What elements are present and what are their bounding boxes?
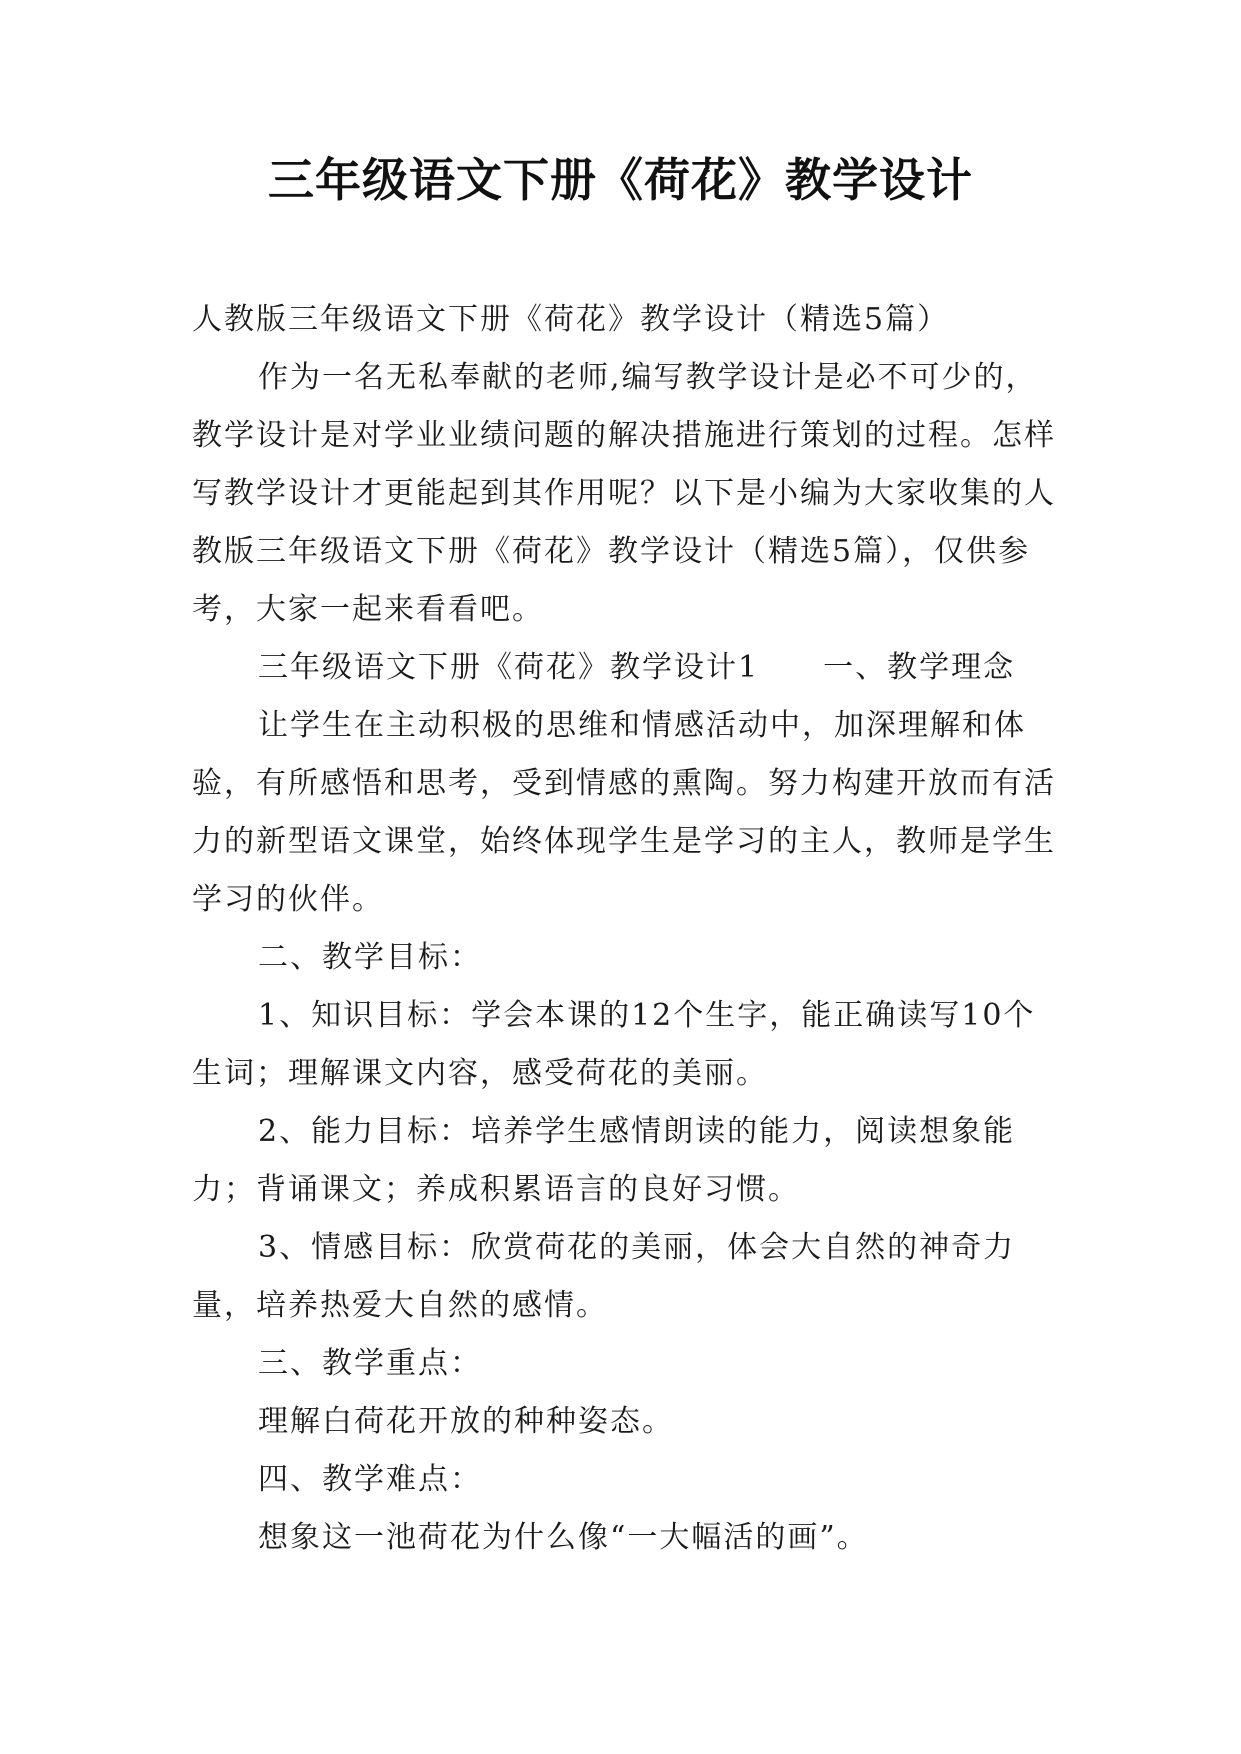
key-point: 理解白荷花开放的种种姿态。 — [258, 1404, 674, 1439]
document-title: 三年级语文下册《荷花》教学设计 — [268, 153, 973, 207]
document-subtitle: 人教版三年级语文下册《荷花》教学设计（精选5篇） — [192, 302, 950, 337]
section-heading: 一、教学理念 — [823, 650, 1016, 685]
intro-paragraph: 作为一名无私奉献的老师,编写教学设计是必不可少的，教学设计是对学业业绩问题的解决措施进行策划的过程。怎样写教学设计才更能起到其作用呢？以下是小编为大家收集的人教版三年级语文下册《荷花》教学设计（精选5篇），仅供参考，大家一起来看看吧。 — [192, 360, 1056, 627]
goals-heading: 二、教学目标： — [258, 940, 482, 975]
key-heading: 三、教学重点： — [258, 1346, 482, 1381]
difficulty-heading: 四、教学难点： — [258, 1462, 482, 1497]
difficulty-point: 想象这一池荷花为什么像“一大幅活的画”。 — [258, 1520, 869, 1555]
goal-emotion: 3、情感目标：欣赏荷花的美丽，体会大自然的神奇力量，培养热爱大自然的感情。 — [192, 1230, 1016, 1323]
goal-ability: 2、能力目标：培养学生感情朗读的能力，阅读想象能力；背诵课文；养成积累语言的良好习惯。 — [192, 1114, 1016, 1207]
document-body — [192, 291, 1062, 1567]
goal-knowledge: 1、知识目标：学会本课的12个生字，能正确读写10个生词；理解课文内容，感受荷花的美丽。 — [192, 998, 1036, 1091]
section-title: 三年级语文下册《荷花》教学设计1 — [258, 650, 760, 685]
section-title-line — [192, 639, 1062, 697]
concept-paragraph: 让学生在主动积极的思维和情感活动中，加深理解和体验，有所感悟和思考，受到情感的熏陶。努力构建开放而有活力的新型语文课堂，始终体现学生是学习的主人，教师是学生学习的伙伴。 — [192, 708, 1056, 917]
